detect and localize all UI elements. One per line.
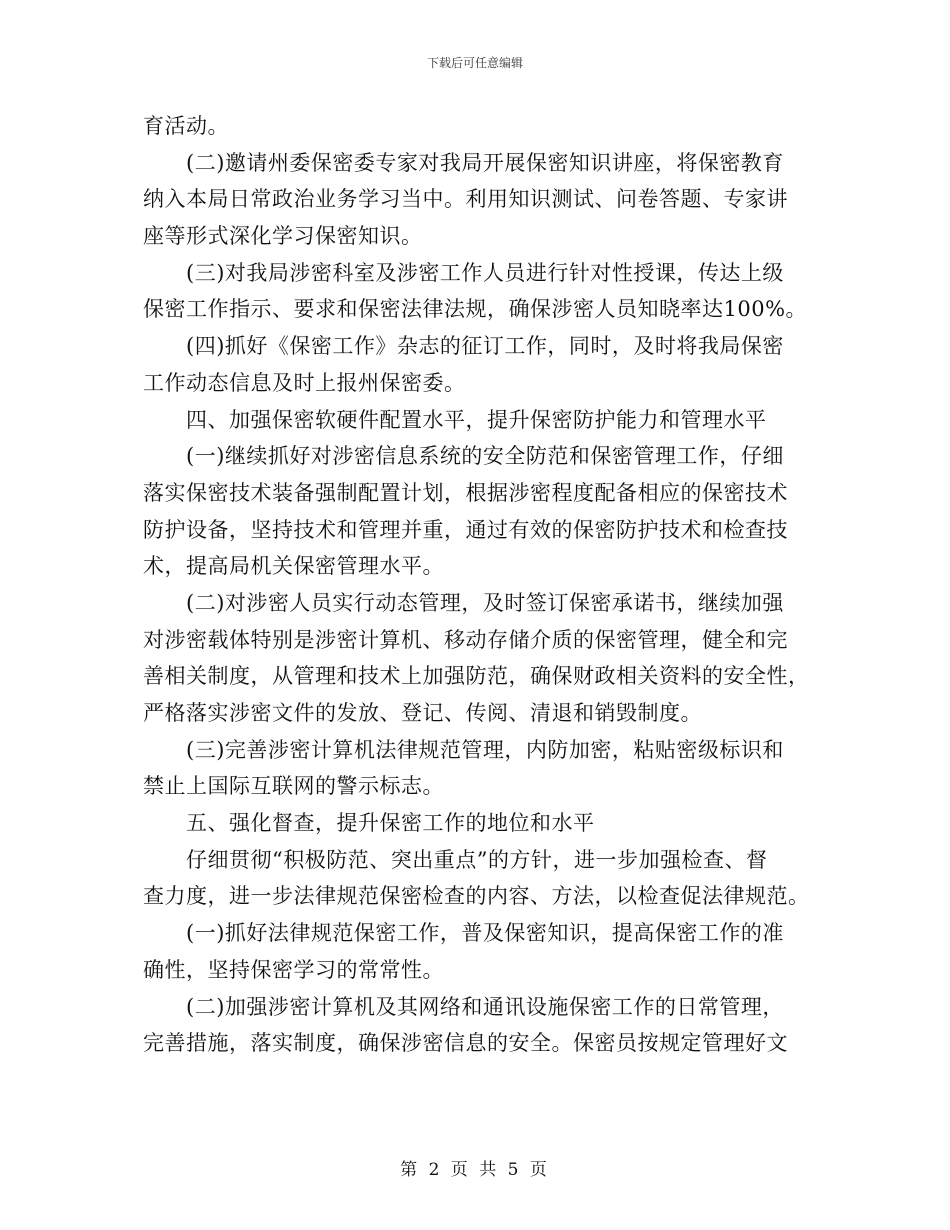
page-header-note: 下载后可任意编辑 [426,56,523,70]
text-line: (二)加强涉密计算机及其网络和通讯设施保密工作的日常管理， [143,994,784,1019]
text-line: 对涉密载体特别是涉密计算机、移动存储介质的保密管理，健全和完 [143,627,788,652]
text-line: 完善措施，落实制度，确保涉密信息的安全。保密员按规定管理好文 [143,1031,788,1056]
page-number-footer: 第 2 页 共 5 页 [400,1160,550,1180]
text-line: 育活动。 [143,114,229,138]
text-line: 严格落实涉密文件的发放、登记、传阅、清退和销毁制度。 [143,701,702,725]
text-line: (二)邀请州委保密委专家对我局开展保密知识讲座，将保密教育 [143,150,784,175]
text-line: 纳入本局日常政治业务学习当中。利用知识测试、问卷答题、专家讲 [143,187,788,212]
text-line: 善相关制度，从管理和技术上加强防范，确保财政相关资料的安全性， [143,664,810,689]
document-body [143,108,810,1062]
text-line: 禁止上国际互联网的警示标志。 [143,774,444,799]
text-line: 保密工作指示、要求和保密法律法规，确保涉密人员知晓率达100%。 [143,297,808,322]
text-line: (三)对我局涉密科室及涉密工作人员进行针对性授课，传达上级 [143,260,784,285]
section-heading-4: 四、加强保密软硬件配置水平，提升保密防护能力和管理水平 [143,407,767,432]
body-text [143,108,810,1062]
text-line: 查力度，进一步法律规范保密检查的内容、方法，以检查促法律规范。 [143,884,810,909]
text-line: 落实保密技术装备强制配置计划，根据涉密程度配备相应的保密技术 [143,480,788,505]
text-line: (二)对涉密人员实行动态管理，及时签订保密承诺书，继续加强 [143,590,784,615]
text-line: 确性，坚持保密学习的常常性。 [143,957,444,982]
text-line: 术，提高局机关保密管理水平。 [143,554,444,579]
text-line: 仔细贯彻“积极防范、突出重点”的方针，进一步加强检查、督 [143,847,768,872]
text-line: 防护设备，坚持技术和管理并重，通过有效的保密防护技术和检查技 [143,517,788,542]
text-line: (四)抓好《保密工作》杂志的征订工作，同时，及时将我局保密 [143,334,784,359]
text-line: 工作动态信息及时上报州保密委。 [143,370,466,395]
text-line: (一)继续抓好对涉密信息系统的安全防范和保密管理工作，仔细 [143,444,784,469]
text-line: (三)完善涉密计算机法律规范管理，内防加密，粘贴密级标识和 [143,737,784,762]
section-heading-5: 五、强化督查，提升保密工作的地位和水平 [143,811,595,836]
text-line: (一)抓好法律规范保密工作，普及保密知识，提高保密工作的准 [143,921,784,946]
text-line: 座等形式深化学习保密知识。 [143,224,423,249]
